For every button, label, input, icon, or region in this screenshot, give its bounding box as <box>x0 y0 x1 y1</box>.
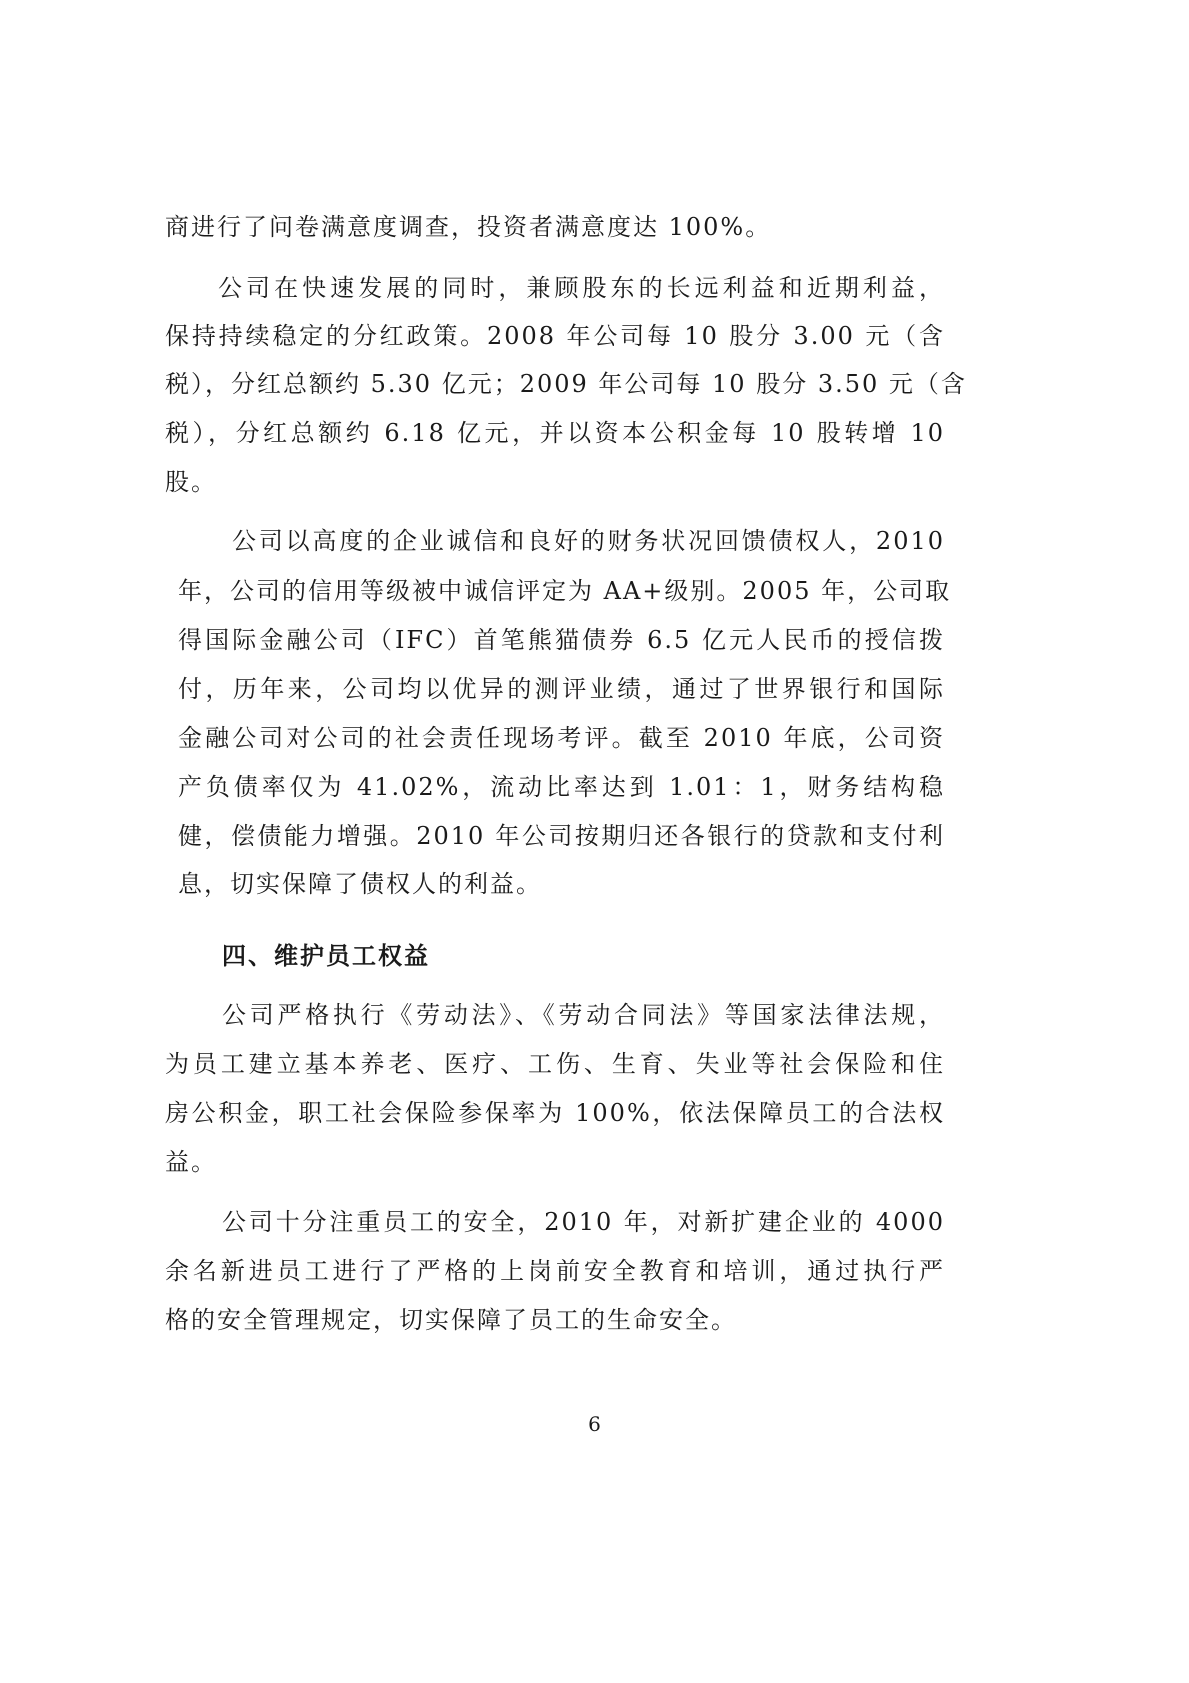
paragraph-line: 余名新进员工进行了严格的上岗前安全教育和培训，通过执行严 <box>165 1257 945 1285</box>
paragraph-line: 股。 <box>165 468 217 496</box>
paragraph-line: 公司在快速发展的同时，兼顾股东的长远利益和近期利益， <box>218 274 945 302</box>
paragraph-line: 格的安全管理规定，切实保障了员工的生命安全。 <box>165 1306 737 1334</box>
paragraph-line: 公司严格执行《劳动法》、《劳动合同法》等国家法律法规， <box>222 1001 945 1029</box>
paragraph-line: 付，历年来，公司均以优异的测评业绩，通过了世界银行和国际 <box>178 675 945 703</box>
paragraph-line: 商进行了问卷满意度调查，投资者满意度达 100%。 <box>165 213 772 241</box>
paragraph-line: 税），分红总额约 6.18 亿元，并以资本公积金每 10 股转增 10 <box>165 419 945 447</box>
page-number: 6 <box>588 1412 601 1436</box>
paragraph-line: 得国际金融公司（IFC）首笔熊猫债券 6.5 亿元人民币的授信拨 <box>178 626 945 654</box>
paragraph-line: 房公积金，职工社会保险参保率为 100%，依法保障员工的合法权 <box>165 1099 945 1127</box>
paragraph-line: 健，偿债能力增强。2010 年公司按期归还各银行的贷款和支付利 <box>178 822 945 850</box>
paragraph-line: 息，切实保障了债权人的利益。 <box>178 870 542 898</box>
section-heading: 四、维护员工权益 <box>222 942 430 970</box>
paragraph-line: 为员工建立基本养老、医疗、工伤、生育、失业等社会保险和住 <box>165 1050 945 1078</box>
paragraph-line: 公司十分注重员工的安全，2010 年，对新扩建企业的 4000 <box>222 1208 945 1236</box>
paragraph-line: 益。 <box>165 1148 217 1176</box>
paragraph-line: 产负债率仅为 41.02%，流动比率达到 1.01：1，财务结构稳 <box>178 773 945 801</box>
paragraph-line: 年，公司的信用等级被中诚信评定为 AA+级别。2005 年，公司取 <box>178 577 952 605</box>
paragraph-line: 税），分红总额约 5.30 亿元；2009 年公司每 10 股分 3.50 元（含 <box>165 370 967 398</box>
paragraph-line: 公司以高度的企业诚信和良好的财务状况回馈债权人，2010 <box>232 527 945 555</box>
paragraph-line: 保持持续稳定的分红政策。2008 年公司每 10 股分 3.00 元（含 <box>165 322 945 350</box>
paragraph-line: 金融公司对公司的社会责任现场考评。截至 2010 年底，公司资 <box>178 724 945 752</box>
